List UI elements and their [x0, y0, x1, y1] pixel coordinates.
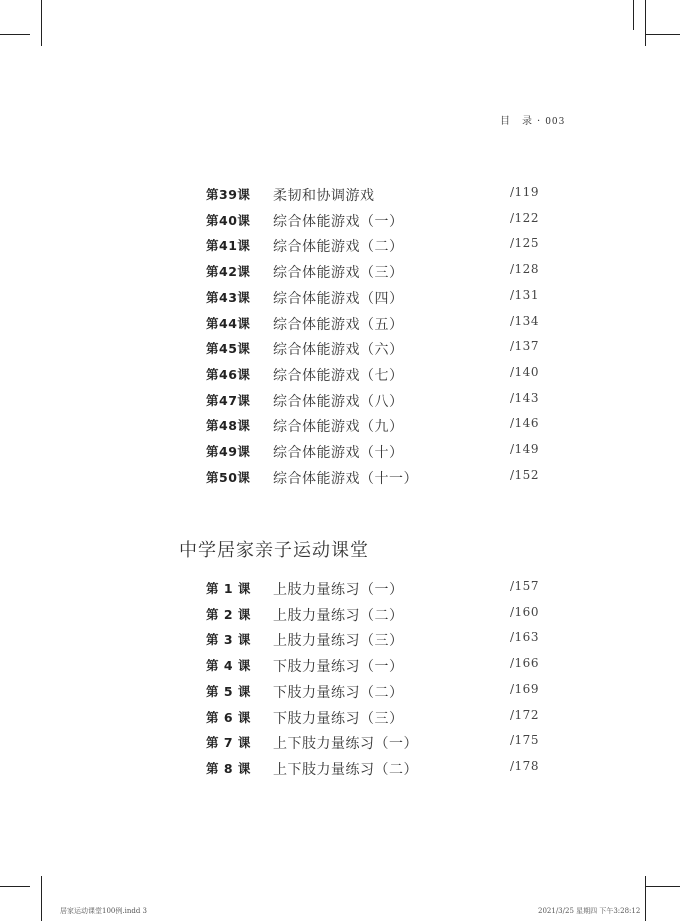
- page-reference: /137: [510, 339, 539, 354]
- lesson-title: 下肢力量练习（三）: [273, 710, 404, 727]
- crop-mark: [0, 34, 30, 35]
- page-reference: /140: [510, 364, 539, 379]
- lesson-number: 第43课: [206, 289, 251, 305]
- lesson-title: 下肢力量练习（二）: [273, 684, 404, 701]
- lesson-title: 综合体能游戏（十一）: [273, 470, 418, 487]
- lesson-title: 综合体能游戏（三）: [273, 265, 404, 282]
- lesson-number: 第 3 课: [206, 632, 251, 648]
- toc-entry[interactable]: [0, 605, 680, 625]
- toc-entry[interactable]: [0, 391, 680, 411]
- header-separator: ·: [537, 116, 542, 127]
- running-header: [500, 112, 565, 127]
- toc-entry[interactable]: [0, 314, 680, 334]
- toc-entry[interactable]: [0, 630, 680, 650]
- header-page-number: 003: [545, 117, 566, 127]
- toc-entry[interactable]: [0, 579, 680, 599]
- lesson-number: 第39课: [206, 187, 251, 202]
- crop-mark: [646, 34, 680, 35]
- lesson-number: 第 8 课: [206, 760, 251, 776]
- header-label: 目 录: [500, 116, 533, 127]
- lesson-number: 第42课: [206, 264, 251, 280]
- page-reference: /169: [510, 681, 539, 696]
- toc-entry[interactable]: [0, 442, 680, 462]
- page-reference: /178: [510, 758, 539, 773]
- page-reference: /152: [510, 467, 539, 482]
- page-reference: /128: [510, 262, 539, 277]
- toc-entry[interactable]: [0, 759, 680, 779]
- lesson-title: 综合体能游戏（二）: [273, 239, 404, 256]
- lesson-title: 综合体能游戏（四）: [273, 290, 404, 307]
- page-reference: /134: [510, 313, 539, 328]
- toc-entry[interactable]: [0, 288, 680, 308]
- toc-entry[interactable]: [0, 211, 680, 231]
- page-reference: /131: [510, 287, 539, 302]
- lesson-number: 第44课: [206, 315, 251, 331]
- lesson-title: 综合体能游戏（八）: [273, 393, 404, 410]
- toc-entry[interactable]: [0, 262, 680, 282]
- crop-mark: [633, 0, 634, 30]
- page-reference: /149: [510, 442, 539, 456]
- lesson-number: 第 2 课: [206, 606, 251, 622]
- toc-entry[interactable]: [0, 682, 680, 702]
- lesson-title: 上肢力量练习（一）: [273, 582, 404, 598]
- page-reference: /146: [510, 416, 539, 431]
- page-reference: /166: [510, 656, 539, 671]
- section-heading: 中学居家亲子运动课堂: [179, 540, 369, 561]
- toc-entry[interactable]: [0, 236, 680, 256]
- lesson-number: 第 6 课: [206, 709, 251, 725]
- lesson-title: 上肢力量练习（二）: [273, 607, 404, 624]
- crop-mark: [645, 0, 646, 46]
- page-reference: /175: [510, 733, 539, 748]
- toc-entry[interactable]: [0, 656, 680, 676]
- crop-mark: [646, 886, 680, 887]
- lesson-title: 上下肢力量练习（一）: [273, 736, 418, 753]
- crop-mark: [41, 0, 42, 46]
- lesson-number: 第46课: [206, 366, 251, 382]
- lesson-number: 第48课: [206, 418, 251, 434]
- toc-entry[interactable]: [0, 468, 680, 488]
- toc-entry[interactable]: [0, 365, 680, 385]
- toc-entry[interactable]: [0, 416, 680, 436]
- lesson-title: 综合体能游戏（九）: [273, 419, 404, 436]
- lesson-title: 下肢力量练习（一）: [273, 659, 404, 676]
- lesson-number: 第 1 课: [206, 581, 251, 596]
- lesson-title: 综合体能游戏（五）: [273, 316, 404, 333]
- lesson-title: 综合体能游戏（十）: [273, 445, 404, 461]
- page-reference: /172: [510, 707, 539, 722]
- lesson-number: 第 5 课: [206, 683, 251, 699]
- lesson-number: 第 7 课: [206, 735, 251, 751]
- lesson-number: 第40课: [206, 212, 251, 228]
- crop-mark: [0, 886, 30, 887]
- lesson-number: 第 4 课: [206, 658, 251, 674]
- page-reference: /125: [510, 236, 539, 251]
- page-reference: /157: [510, 579, 539, 593]
- lesson-title: 上下肢力量练习（二）: [273, 761, 418, 778]
- toc-entry[interactable]: [0, 733, 680, 753]
- lesson-number: 第45课: [206, 341, 251, 357]
- page-reference: /122: [510, 210, 539, 225]
- page-reference: /119: [510, 185, 539, 199]
- toc-entry[interactable]: [0, 708, 680, 728]
- lesson-number: 第41课: [206, 238, 251, 254]
- page-reference: /143: [510, 390, 539, 405]
- file-slug: 居家运动课堂100例.indd 3: [60, 907, 147, 915]
- page-reference: /163: [510, 630, 539, 645]
- lesson-title: 综合体能游戏（六）: [273, 342, 404, 359]
- toc-entry[interactable]: [0, 185, 680, 205]
- lesson-title: 上肢力量练习（三）: [273, 633, 404, 650]
- page-reference: /160: [510, 604, 539, 619]
- lesson-title: 柔韧和协调游戏: [273, 188, 375, 204]
- print-timestamp: 2021/3/25 星期四 下午3:28:12: [538, 907, 641, 915]
- crop-mark: [41, 876, 42, 921]
- toc-entry[interactable]: [0, 339, 680, 359]
- lesson-number: 第49课: [206, 444, 251, 459]
- lesson-title: 综合体能游戏（七）: [273, 367, 404, 384]
- lesson-number: 第47课: [206, 392, 251, 408]
- crop-mark: [645, 876, 646, 921]
- lesson-number: 第50课: [206, 469, 251, 485]
- lesson-title: 综合体能游戏（一）: [273, 213, 404, 230]
